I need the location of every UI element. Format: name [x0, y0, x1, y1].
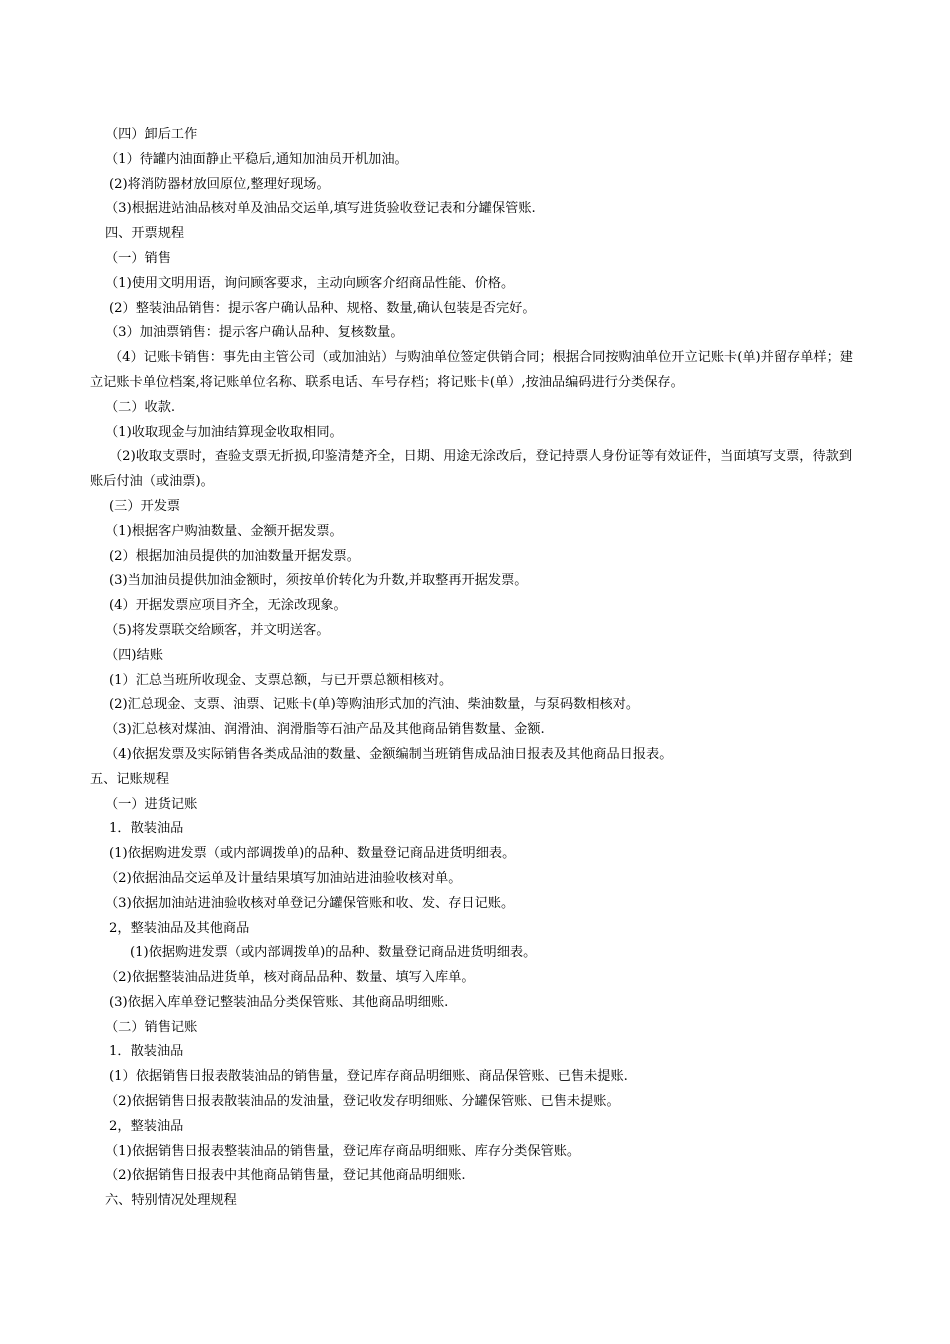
- subsection-heading: （四)结账: [105, 647, 163, 663]
- paragraph: (2)将消防器材放回原位,整理好现场。: [109, 176, 330, 192]
- paragraph: （2)依据销售日报表中其他商品销售量，登记其他商品明细账.: [105, 1168, 466, 1184]
- section-heading: 四、开票规程: [105, 226, 185, 242]
- subsection-heading: （一）销售: [105, 250, 171, 266]
- paragraph: （4)依据发票及实际销售各类成品油的数量、金额编制当班销售成品油日报表及其他商品日报表。: [105, 746, 673, 762]
- paragraph: （2)依据整装油品进货单，核对商品品种、数量、填写入库单。: [105, 970, 475, 986]
- paragraph: (1）依据销售日报表散装油品的销售量，登记库存商品明细账、商品保管账、已售未提账.: [109, 1069, 628, 1085]
- item-heading: 2，整装油品及其他商品: [109, 920, 250, 936]
- paragraph: (1)依据购进发票（或内部调拨单)的品种、数量登记商品进货明细表。: [130, 945, 537, 961]
- paragraph: (1）汇总当班所收现金、支票总额，与已开票总额相核对。: [109, 672, 453, 688]
- subsection-heading: （二）收款.: [105, 399, 176, 415]
- paragraph: （1）待罐内油面静止平稳后,通知加油员开机加油。: [105, 151, 408, 167]
- paragraph: (3)当加油员提供加油金额时，须按单价转化为升数,并取整再开据发票。: [109, 573, 528, 589]
- paragraph: （3)根据进站油品核对单及油品交运单,填写进货验收登记表和分罐保管账.: [105, 201, 536, 217]
- paragraph: （2)依据销售日报表散装油品的发油量，登记收发存明细账、分罐保管账、已售未提账。: [105, 1094, 620, 1110]
- paragraph: （3)依据加油站进油验收核对单登记分罐保管账和收、发、存日记账。: [105, 895, 515, 911]
- paragraph: （1)依据销售日报表整装油品的销售量，登记库存商品明细账、库存分类保管账。: [105, 1143, 581, 1159]
- paragraph: (2)汇总现金、支票、油票、记账卡(单)等购油形式加的汽油、柴油数量，与泵码数相核对。: [109, 697, 640, 713]
- subsection-heading: （二）销售记账: [105, 1019, 198, 1035]
- document-body: [90, 123, 860, 1214]
- paragraph: (3)依据入库单登记整装油品分类保管账、其他商品明细账.: [109, 994, 449, 1010]
- item-heading: 1．散装油品: [109, 1044, 184, 1060]
- section-heading: 五、记账规程: [90, 771, 170, 787]
- paragraph: （3）加油票销售：提示客户确认品种、复核数量。: [105, 325, 404, 341]
- subsection-heading: (三）开发票: [109, 498, 181, 514]
- paragraph: (4）开据发票应项目齐全，无涂改现象。: [109, 598, 347, 614]
- paragraph: （3)汇总核对煤油、润滑油、润滑脂等石油产品及其他商品销售数量、金额.: [105, 722, 545, 738]
- paragraph: （2)收取支票时，查验支票无折损,印鉴清楚齐全，日期、用途无涂改后，登记持票人身份证等有效证件，当面填写支票，待款到账后付油（或油票)。: [90, 449, 853, 490]
- paragraph: （4）记账卡销售：事先由主管公司（或加油站）与购油单位签定供销合同；根据合同按购油单位开立记账卡(单)并留存单样；建立记账卡单位档案,将记账单位名称、联系电话、车号存档；将记账卡(单）,按油品编码进行分类保存。: [90, 350, 853, 390]
- paragraph: （5)将发票联交给顾客，并文明送客。: [105, 622, 330, 638]
- paragraph: (2）整装油品销售：提示客户确认品种、规格、数量,确认包装是否完好。: [109, 300, 536, 316]
- subsection-heading: （四）卸后工作: [105, 127, 198, 142]
- paragraph: （1)收取现金与加油结算现金收取相同。: [105, 424, 343, 440]
- paragraph: (2）根据加油员提供的加油数量开据发票。: [109, 548, 360, 564]
- paragraph: (1)依据购进发票（或内部调拨单)的品种、数量登记商品进货明细表。: [109, 846, 516, 862]
- paragraph: （2)依据油品交运单及计量结果填写加油站进油验收核对单。: [105, 870, 462, 886]
- paragraph: （1)使用文明用语，询问顾客要求，主动向顾客介绍商品性能、价格。: [105, 275, 515, 291]
- item-heading: 1．散装油品: [109, 821, 184, 837]
- item-heading: 2，整装油品: [109, 1118, 184, 1134]
- paragraph: （1)根据客户购油数量、金额开据发票。: [105, 523, 343, 539]
- subsection-heading: （一）进货记账: [105, 796, 198, 812]
- section-heading: 六、特别情况处理规程: [105, 1193, 237, 1209]
